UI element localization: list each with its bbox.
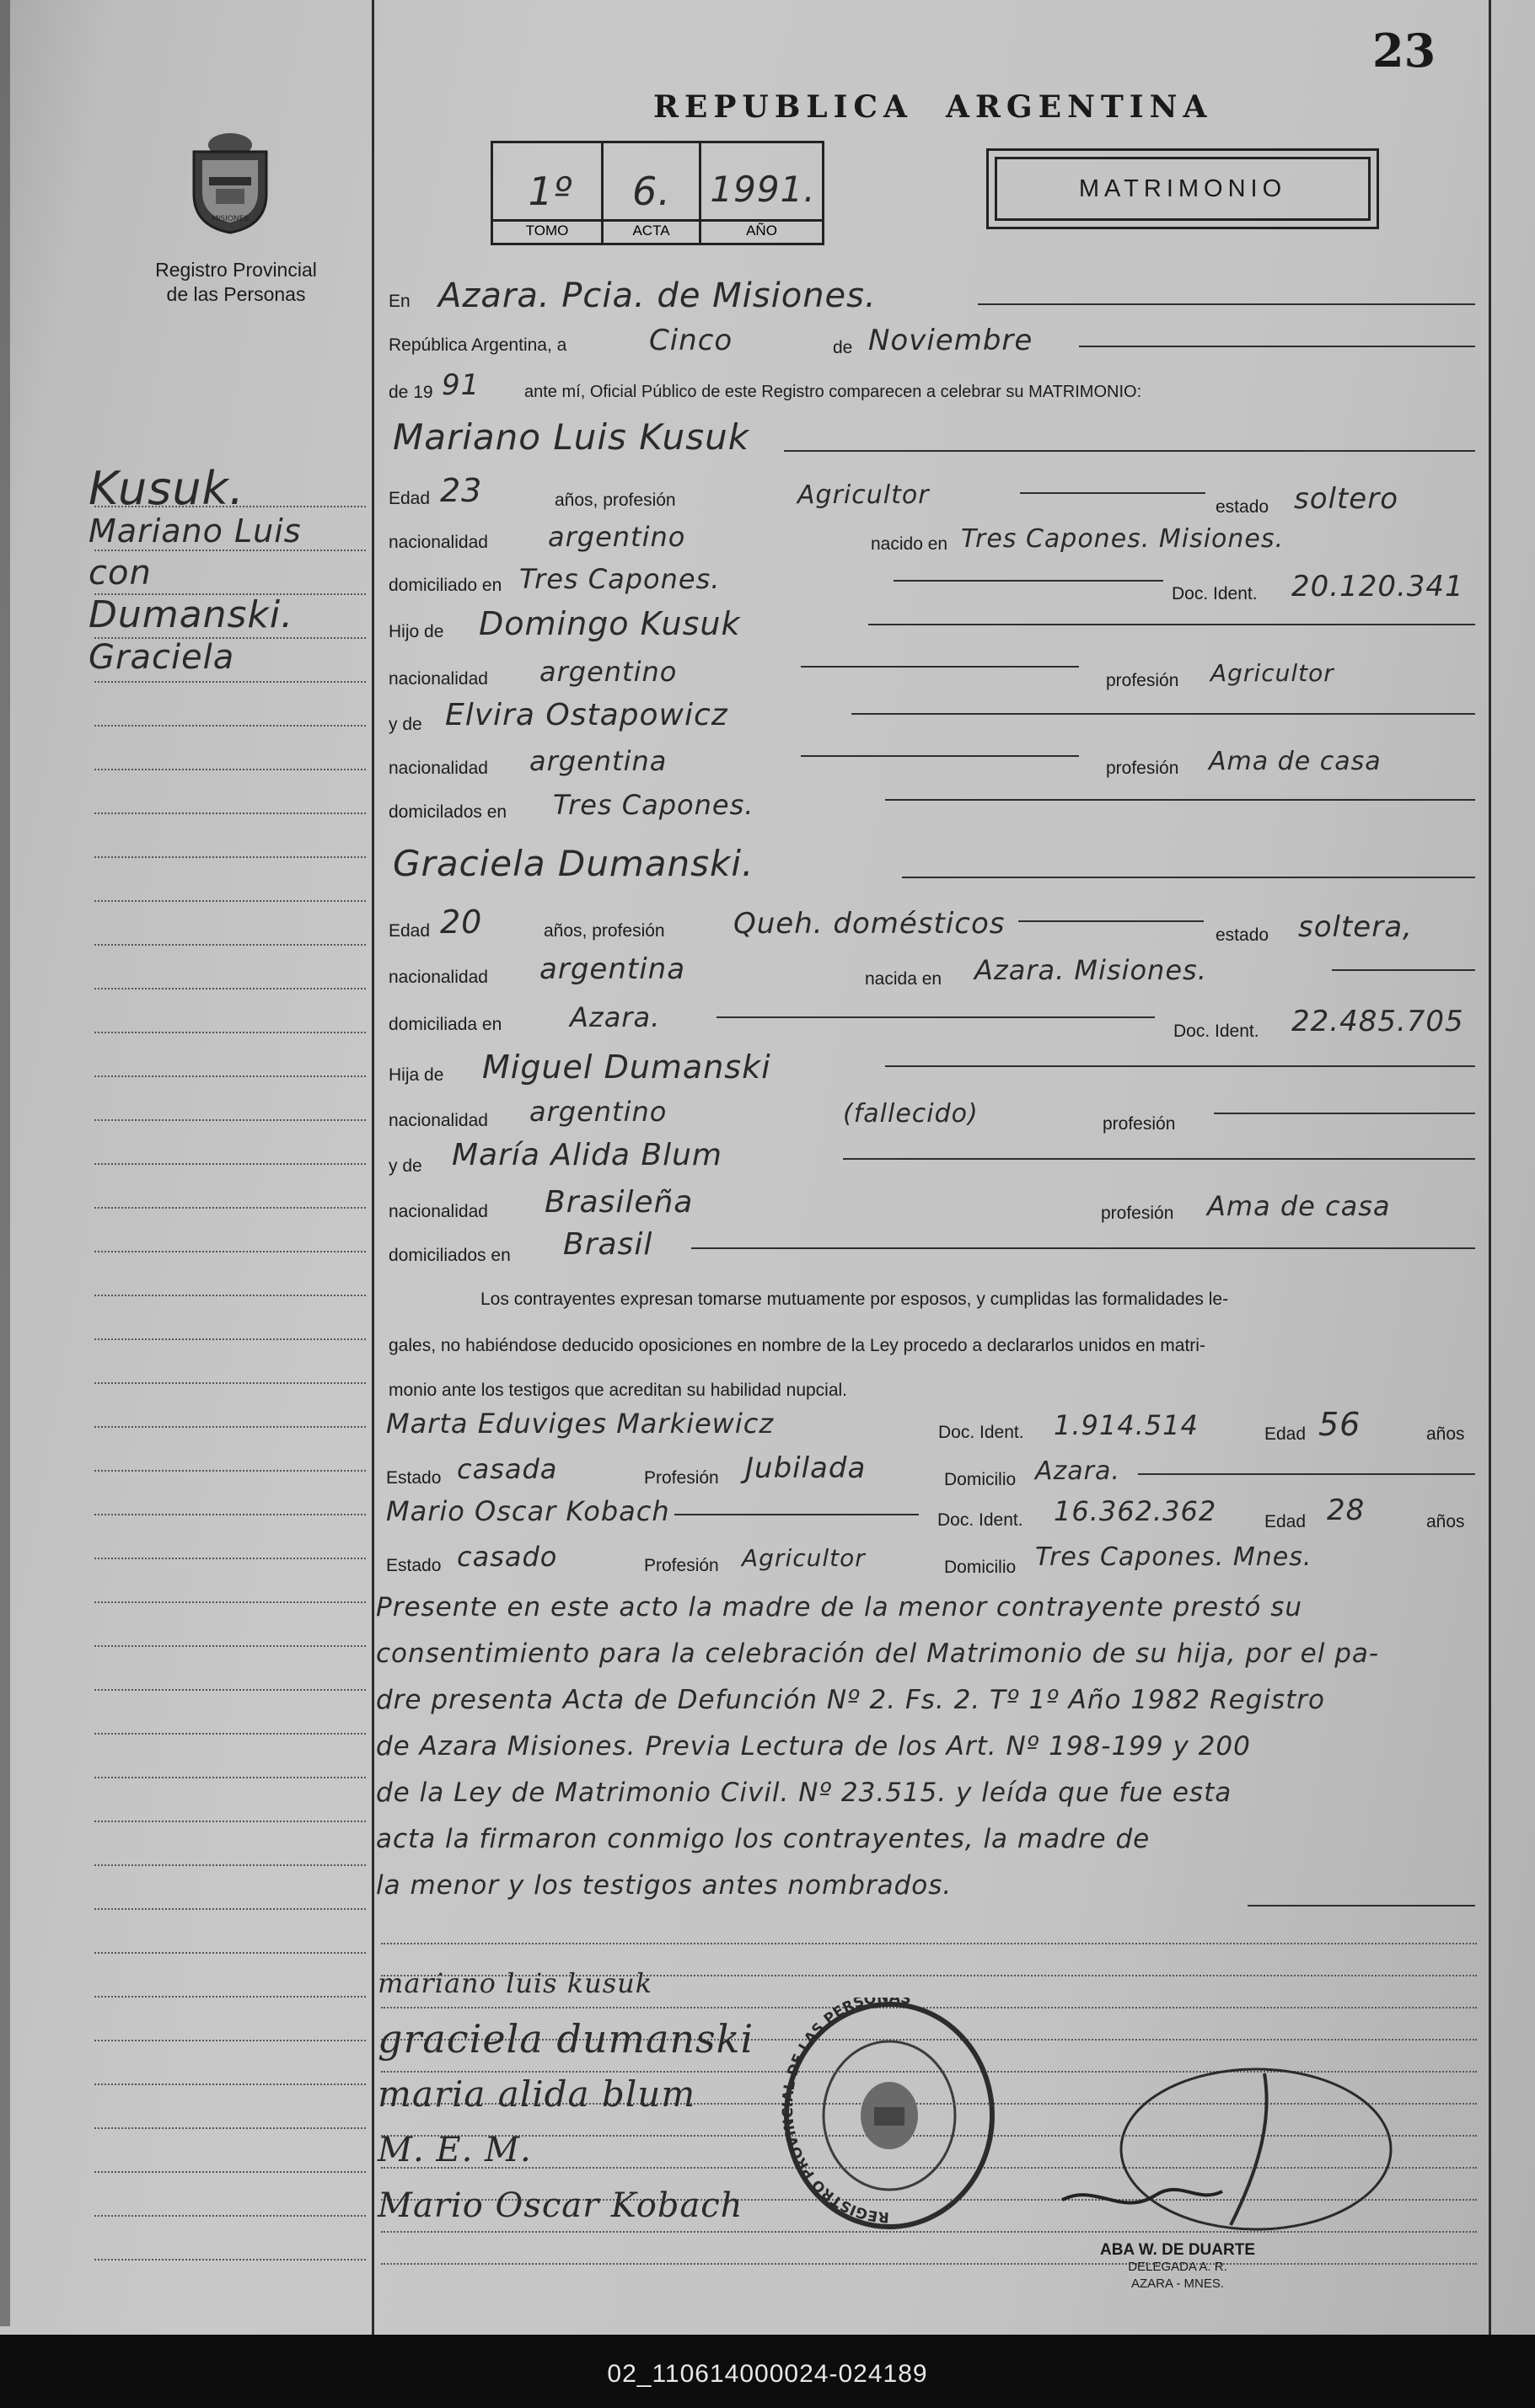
margin-ruled-line — [94, 1996, 366, 1998]
margin-ruled-line — [94, 988, 366, 989]
witness-2-name: Mario Oscar Kobach — [386, 1495, 670, 1527]
margin-ruled-line — [94, 1908, 366, 1910]
official-stamp-title: DELEGADA A. R. — [1128, 2260, 1227, 2274]
label-year-prefix: de 19 — [389, 383, 433, 402]
groom-padres-dom: Tres Capones. — [553, 789, 754, 821]
witness-1-estado-label: Estado — [386, 1468, 442, 1488]
label-de-month: de — [833, 338, 853, 357]
seal-ring-text: REGISTRO PROVINCIAL DE LAS PERSONAS — [780, 1998, 913, 2226]
acta-label: ACTA — [632, 223, 670, 239]
registry-name: Registro Provincial de las Personas — [155, 259, 317, 305]
bride-edad: 20 — [440, 904, 483, 941]
margin-ruled-line — [94, 1689, 366, 1691]
margin-ruled-line — [94, 1251, 366, 1252]
witness-2-dom-label: Domicilio — [944, 1558, 1017, 1577]
bride-padre: Miguel Dumanski — [482, 1048, 771, 1086]
groom-nacido-label: nacido en — [871, 534, 948, 554]
margin-ruled-line — [94, 2040, 366, 2041]
groom-doc: 20.120.341 — [1291, 570, 1464, 603]
bride-madre-nac-label: nacionalidad — [389, 1202, 488, 1221]
margin-con: con — [89, 554, 152, 593]
witness-1-domicilio: Azara. — [1035, 1456, 1120, 1486]
margin-ruled-line — [94, 2259, 366, 2261]
margin-note — [89, 462, 302, 678]
witness-1-name: Marta Eduviges Markiewicz — [386, 1408, 775, 1440]
margin-ruled-line — [94, 1470, 366, 1472]
witness-2-estado-label: Estado — [386, 1556, 442, 1575]
margin-ruled-line — [94, 1163, 366, 1165]
margin-ruled-line — [94, 2127, 366, 2129]
bride-padre-prof-label: profesión — [1103, 1114, 1176, 1134]
margin-ruled-line — [94, 900, 366, 902]
signature-witness-1: M. E. M. — [378, 2131, 532, 2169]
witness-1-edad: 56 — [1318, 1406, 1361, 1443]
bride-estado: soltera, — [1298, 910, 1413, 944]
groom-profesion: Agricultor — [797, 480, 930, 510]
signatures-block — [378, 1955, 754, 2234]
margin-name-bride: Graciela — [89, 638, 235, 677]
bride-name: Graciela Dumanski. — [393, 843, 754, 884]
tomo-value: 1º — [528, 169, 573, 214]
signature-ruled-line — [381, 2263, 1477, 2265]
note-line-7: la menor y los testigos antes nombrados. — [376, 1870, 953, 1901]
groom-dom-label: domiciliado en — [389, 576, 502, 595]
note-line-5: de la Ley de Matrimonio Civil. Nº 23.515. y leída que fue esta — [376, 1778, 1232, 1808]
bride-nacionalidad: argentina — [539, 952, 686, 986]
margin-ruled-line — [94, 1864, 366, 1866]
groom-hijo-label: Hijo de — [389, 622, 444, 641]
margin-ruled-line — [94, 725, 366, 727]
groom-yde-label: y de — [389, 715, 422, 734]
margin-ruled-line — [94, 1426, 366, 1428]
bride-madre: María Alida Blum — [452, 1138, 722, 1172]
groom-madre-prof: Ama de casa — [1209, 747, 1382, 776]
witness-1-anos-label: años — [1426, 1424, 1465, 1444]
declaration-line-2: gales, no habiéndose deducido oposiciones en nombre de la Ley procedo a declararlos unidos en matri- — [389, 1336, 1205, 1355]
margin-ruled-line — [94, 681, 366, 683]
margin-ruled-line — [94, 1119, 366, 1121]
margin-ruled-line — [94, 1207, 366, 1209]
acta-value: 6. — [632, 169, 671, 214]
groom-doms-label: domicilados en — [389, 802, 507, 822]
declaration-line-3: monio ante los testigos que acreditan su habilidad nupcial. — [389, 1381, 848, 1400]
groom-madre: Elvira Ostapowicz — [445, 698, 728, 732]
groom-estado: soltero — [1294, 482, 1398, 516]
svg-text:MISIONES: MISIONES — [211, 215, 250, 223]
margin-ruled-line — [94, 550, 366, 551]
document-title: REPUBLICA ARGENTINA — [653, 89, 1213, 125]
witness-2-anos-label: años — [1426, 1512, 1465, 1531]
groom-madre-nac-label: nacionalidad — [389, 759, 488, 778]
place-value: Azara. Pcia. de Misiones. — [438, 276, 877, 315]
margin-ruled-line — [94, 1338, 366, 1340]
bride-padre-nac: argentino — [529, 1096, 668, 1128]
bride-padre-note: (fallecido) — [843, 1099, 979, 1129]
bride-domicilio: Azara. — [570, 1001, 661, 1033]
margin-ruled-line — [94, 2215, 366, 2217]
appear-text: ante mí, Oficial Público de este Registro comparecen a celebrar su MATRIMONIO: — [524, 383, 1142, 401]
bride-yde-label: y de — [389, 1156, 422, 1176]
bride-edad-label: Edad — [389, 921, 431, 941]
groom-padre-prof: Agricultor — [1210, 659, 1334, 687]
margin-ruled-line — [94, 1295, 366, 1296]
signature-witness-2: Mario Oscar Kobach — [378, 2186, 743, 2225]
bride-dom-label: domiciliada en — [389, 1015, 502, 1034]
bride-doms-label: domiciliados en — [389, 1246, 511, 1265]
margin-ruled-line — [94, 2084, 366, 2085]
official-stamp-place: AZARA - MNES. — [1130, 2277, 1225, 2291]
signature-bride: graciela dumanski — [378, 2016, 754, 2062]
coat-of-arms-emblem — [184, 126, 276, 236]
left-page-edge — [0, 0, 10, 2326]
margin-ruled-line — [94, 1032, 366, 1033]
bride-estado-label: estado — [1216, 925, 1269, 945]
bride-nacida-label: nacida en — [865, 969, 942, 989]
tomo-acta-anio-box — [491, 141, 824, 245]
margin-ruled-line — [94, 1733, 366, 1735]
bride-doc: 22.485.705 — [1291, 1005, 1464, 1038]
witness-1-profesion: Jubilada — [745, 1451, 867, 1485]
groom-padre-prof-label: profesión — [1106, 671, 1179, 690]
margin-ruled-line — [94, 1514, 366, 1515]
margin-ruled-line — [94, 856, 366, 858]
groom-edad: 23 — [440, 472, 483, 509]
bride-doc-label: Doc. Ident. — [1173, 1022, 1259, 1041]
margin-ruled-line — [94, 1558, 366, 1559]
official-signature-flourish — [1045, 2057, 1399, 2242]
scan-footer-id: 02_110614000024-024189 — [607, 2360, 928, 2388]
margin-ruled-line — [94, 593, 366, 595]
margin-ruled-line — [94, 1075, 366, 1077]
witness-2-doc: 16.362.362 — [1054, 1495, 1217, 1527]
bride-padre-nac-label: nacionalidad — [389, 1111, 488, 1130]
official-stamp-name: ABA W. DE DUARTE — [1099, 2241, 1256, 2259]
right-vertical-rule — [1489, 0, 1491, 2335]
month-value: Noviembre — [868, 324, 1033, 357]
witness-2-edad: 28 — [1327, 1494, 1366, 1527]
signature-groom: mariano luis kusuk — [378, 1967, 653, 1999]
margin-ruled-line — [94, 944, 366, 946]
anio-label: AÑO — [746, 223, 777, 239]
witness-2-doc-label: Doc. Ident. — [937, 1510, 1023, 1530]
official-stamp — [1064, 2242, 1291, 2293]
declaration-line-1: Los contrayentes expresan tomarse mutuamente por esposos, y cumplidas las formalidades le- — [480, 1290, 1229, 1309]
margin-surname-groom: Kusuk. — [89, 462, 244, 515]
groom-nac-label: nacionalidad — [389, 533, 488, 552]
witness-2-estado: casado — [457, 1541, 558, 1573]
groom-name: Mariano Luis Kusuk — [393, 416, 750, 458]
groom-padre: Domingo Kusuk — [479, 605, 741, 642]
notes-block — [376, 1585, 1379, 1909]
bride-madre-prof-label: profesión — [1101, 1204, 1174, 1223]
note-line-2: consentimiento para la celebración del Matrimonio de su hija, por el pa- — [376, 1638, 1380, 1669]
groom-madre-prof-label: profesión — [1106, 759, 1179, 778]
margin-name-groom: Mariano Luis — [89, 512, 302, 550]
bride-nacida: Azara. Misiones. — [974, 954, 1207, 986]
groom-domicilio: Tres Capones. — [519, 563, 721, 595]
witness-2-domicilio: Tres Capones. Mnes. — [1035, 1542, 1312, 1572]
groom-nacido: Tres Capones. Misiones. — [961, 524, 1285, 554]
groom-nacionalidad: argentino — [548, 521, 686, 553]
groom-padre-nac: argentino — [539, 656, 678, 688]
day-value: Cinco — [649, 324, 733, 357]
margin-surname-bride: Dumanski. — [89, 593, 294, 636]
anio-value: 1991. — [710, 169, 816, 210]
note-line-3: dre presenta Acta de Defunción Nº 2. Fs. 2. Tº 1º Año 1982 Registro — [376, 1685, 1325, 1715]
official-round-seal — [780, 1998, 999, 2234]
act-type-box — [986, 148, 1379, 229]
margin-ruled-line — [94, 769, 366, 770]
bride-hija-label: Hija de — [389, 1065, 444, 1085]
bride-madre-nac: Brasileña — [545, 1185, 694, 1220]
label-en: En — [389, 292, 411, 311]
margin-vertical-rule — [372, 0, 374, 2335]
groom-doc-label: Doc. Ident. — [1172, 584, 1258, 603]
signature-ruled-line — [381, 1943, 1477, 1944]
witness-2-prof-label: Profesión — [644, 1556, 719, 1575]
groom-madre-nac: argentina — [529, 745, 668, 777]
witness-1-prof-label: Profesión — [644, 1468, 719, 1488]
label-republica: República Argentina, a — [389, 335, 567, 355]
tomo-label: TOMO — [525, 223, 569, 239]
note-line-4: de Azara Misiones. Previa Lectura de los Art. Nº 198-199 y 200 — [376, 1731, 1251, 1762]
margin-ruled-line — [94, 1821, 366, 1822]
margin-ruled-line — [94, 1645, 366, 1647]
bride-madre-prof: Ama de casa — [1207, 1190, 1391, 1222]
groom-padre-nac-label: nacionalidad — [389, 669, 488, 689]
witness-2-profesion: Agricultor — [742, 1544, 866, 1572]
margin-ruled-line — [94, 1601, 366, 1603]
bride-anos-label: años, profesión — [544, 921, 665, 941]
witness-1-dom-label: Domicilio — [944, 1470, 1017, 1489]
witness-2-edad-label: Edad — [1264, 1512, 1307, 1531]
signature-bride-mother: maria alida blum — [378, 2073, 696, 2115]
witness-1-doc: 1.914.514 — [1054, 1409, 1199, 1441]
margin-ruled-line — [94, 637, 366, 639]
witness-1-doc-label: Doc. Ident. — [938, 1423, 1024, 1442]
margin-ruled-line — [94, 2171, 366, 2173]
margin-ruled-line — [94, 506, 366, 507]
groom-edad-label: Edad — [389, 489, 431, 508]
note-line-1: Presente en este acto la madre de la menor contrayente prestó su — [376, 1592, 1303, 1622]
witness-1-estado: casada — [457, 1453, 558, 1485]
bride-profesion: Queh. domésticos — [733, 907, 1006, 941]
bride-nac-label: nacionalidad — [389, 968, 488, 987]
page-number: 23 — [1372, 24, 1436, 78]
margin-ruled-line — [94, 1777, 366, 1778]
note-line-6: acta la firmaron conmigo los contrayentes, la madre de — [376, 1824, 1151, 1854]
margin-ruled-line — [94, 1952, 366, 1954]
bride-padres-dom: Brasil — [563, 1227, 653, 1262]
margin-ruled-line — [94, 1382, 366, 1384]
groom-estado-label: estado — [1216, 497, 1269, 517]
witness-1-edad-label: Edad — [1264, 1424, 1307, 1444]
margin-ruled-line — [94, 812, 366, 814]
groom-anos-label: años, profesión — [555, 491, 676, 510]
year-value: 91 — [442, 368, 480, 402]
act-type-label: MATRIMONIO — [1078, 174, 1287, 202]
